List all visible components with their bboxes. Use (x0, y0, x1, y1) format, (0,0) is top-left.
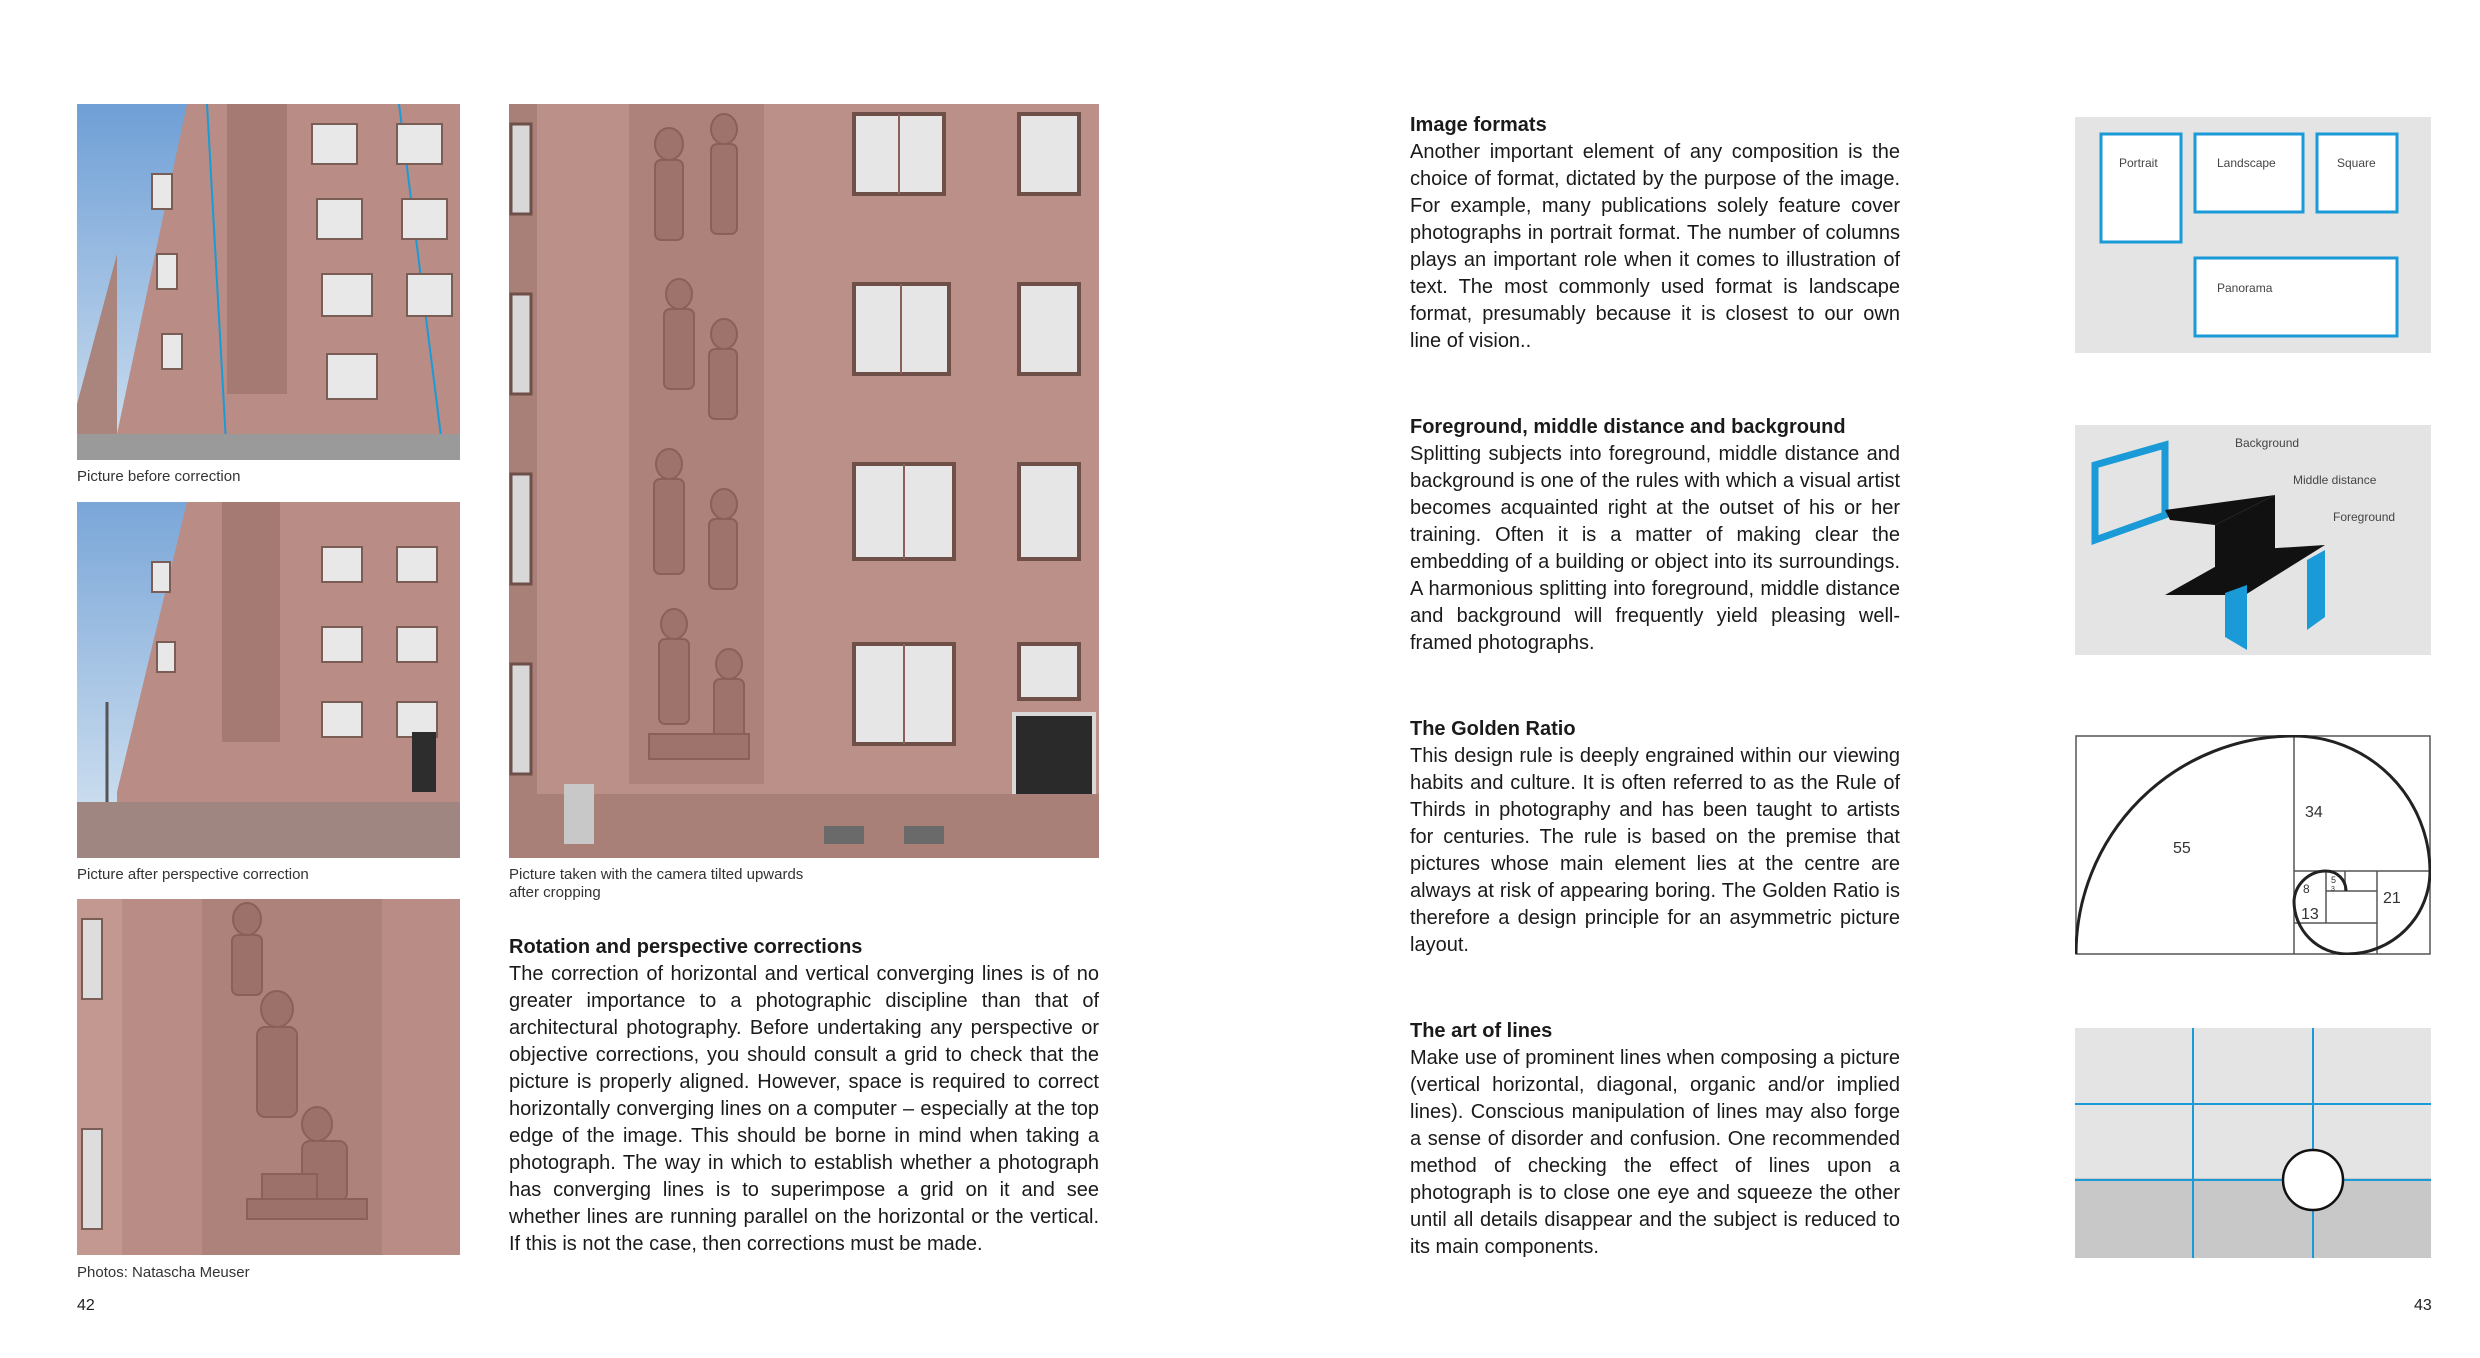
photo-tilted-upwards (509, 104, 1099, 858)
caption-photo-credit: Photos: Natascha Meuser (77, 1264, 250, 1281)
caption-tilted-line2: after cropping (509, 884, 601, 901)
label-34: 34 (2305, 804, 2323, 821)
focal-point-circle (2283, 1150, 2343, 1210)
photo-after-correction (77, 502, 460, 858)
heading-foreground-middle-background: Foreground, middle distance and background (1410, 416, 1846, 438)
label-13: 13 (2301, 906, 2319, 923)
body-rotation-perspective: The correction of horizontal and vertical converging lines is of no greater importance to a photographic discipline than that of architectural photography. Before undertaking any perspective or objective corrections, you should consult a grid to check that the picture is properly aligned. However, space is required to correct horizontally converging lines on a computer – especially at the top edge of the image. This should be borne in mind when taking a photograph. The way in which to establish whether a photograph has converging lines is to superimpose a grid on it and see whether lines are running parallel on the horizontal or the vertical. If this is not the case, then corrections must be made. (509, 963, 1099, 1255)
heading-rotation-perspective: Rotation and perspective corrections (509, 936, 863, 958)
diagram-planes (2075, 425, 2431, 655)
section-foreground-middle-background (1410, 414, 1900, 657)
label-landscape: Landscape (2217, 156, 2276, 170)
diagram-golden-ratio (2075, 735, 2431, 955)
caption-before-correction: Picture before correction (77, 468, 241, 485)
label-panorama: Panorama (2217, 281, 2273, 295)
label-foreground: Foreground (2333, 510, 2396, 524)
section-rotation-perspective (509, 934, 1099, 1258)
body-golden-ratio: This design rule is deeply engrained within our viewing habits and culture. It is often referred to as the Rule of Thirds in photography and has been taught to artists for centuries. The rule is based on the premise that pictures whose main element lies at the centre are always at risk of appearing boring. The Golden Ratio is therefore a design principle for an asymmetric picture layout. (1410, 745, 1900, 956)
format-portrait-box (2101, 134, 2181, 242)
format-square-box (2317, 134, 2397, 212)
label-8: 8 (2303, 882, 2310, 896)
section-image-formats (1410, 112, 1900, 355)
label-portrait: Portrait (2119, 156, 2158, 170)
page-number-left: 42 (77, 1297, 95, 1314)
photo-relief-detail (77, 899, 460, 1255)
caption-tilted-upwards (509, 866, 803, 902)
page-number-right: 43 (2414, 1297, 2432, 1314)
diagram-art-of-lines (2075, 1028, 2431, 1258)
body-art-of-lines: Make use of prominent lines when composing a picture (vertical horizontal, diagonal, organic and/or implied lines). Conscious manipulation of lines may also forge a sense of disorder and confusion. One recommended method of checking the effect of lines upon a photograph is to close one eye and squeeze the other until all details disappear and the subject is reduced to its main components. (1410, 1047, 1900, 1258)
foreground-plane-left (2225, 585, 2247, 650)
caption-tilted-line1: Picture taken with the camera tilted upwards (509, 866, 804, 883)
label-21: 21 (2383, 890, 2401, 907)
foreground-plane-right (2307, 550, 2325, 630)
label-55: 55 (2173, 840, 2191, 857)
heading-golden-ratio: The Golden Ratio (1410, 718, 1576, 740)
section-golden-ratio (1410, 716, 1900, 959)
label-background: Background (2235, 436, 2300, 450)
caption-after-correction: Picture after perspective correction (77, 866, 309, 883)
format-panorama-box (2195, 258, 2397, 336)
heading-image-formats: Image formats (1410, 114, 1547, 136)
label-5: 5 (2331, 875, 2337, 885)
label-3: 3 (2331, 886, 2335, 893)
section-art-of-lines (1410, 1018, 1900, 1261)
label-middle-distance: Middle distance (2293, 473, 2377, 487)
label-square: Square (2337, 156, 2376, 170)
photo-before-correction (77, 104, 460, 460)
body-foreground-middle-background: Splitting subjects into foreground, middle distance and background is one of the rules with which a visual artist becomes acquainted right at the outset of his or her training. Often it is a matter of making clear the embedding of a building or object into its surroundings. A harmonious splitting into foreground, middle distance and background will frequently yield pleasing well-framed photographs. (1410, 443, 1900, 654)
body-image-formats: Another important element of any composition is the choice of format, dictated by the purpose of the image. For example, many publications solely feature cover photographs in portrait format. The number of columns plays an important role when it comes to illustration of text. The most commonly used format is landscape format, presumably because it is closest to our own line of vision.. (1410, 141, 1900, 352)
format-landscape-box (2195, 134, 2303, 212)
background-plane (2095, 445, 2165, 540)
heading-art-of-lines: The art of lines (1410, 1020, 1553, 1042)
diagram-image-formats (2075, 117, 2431, 353)
